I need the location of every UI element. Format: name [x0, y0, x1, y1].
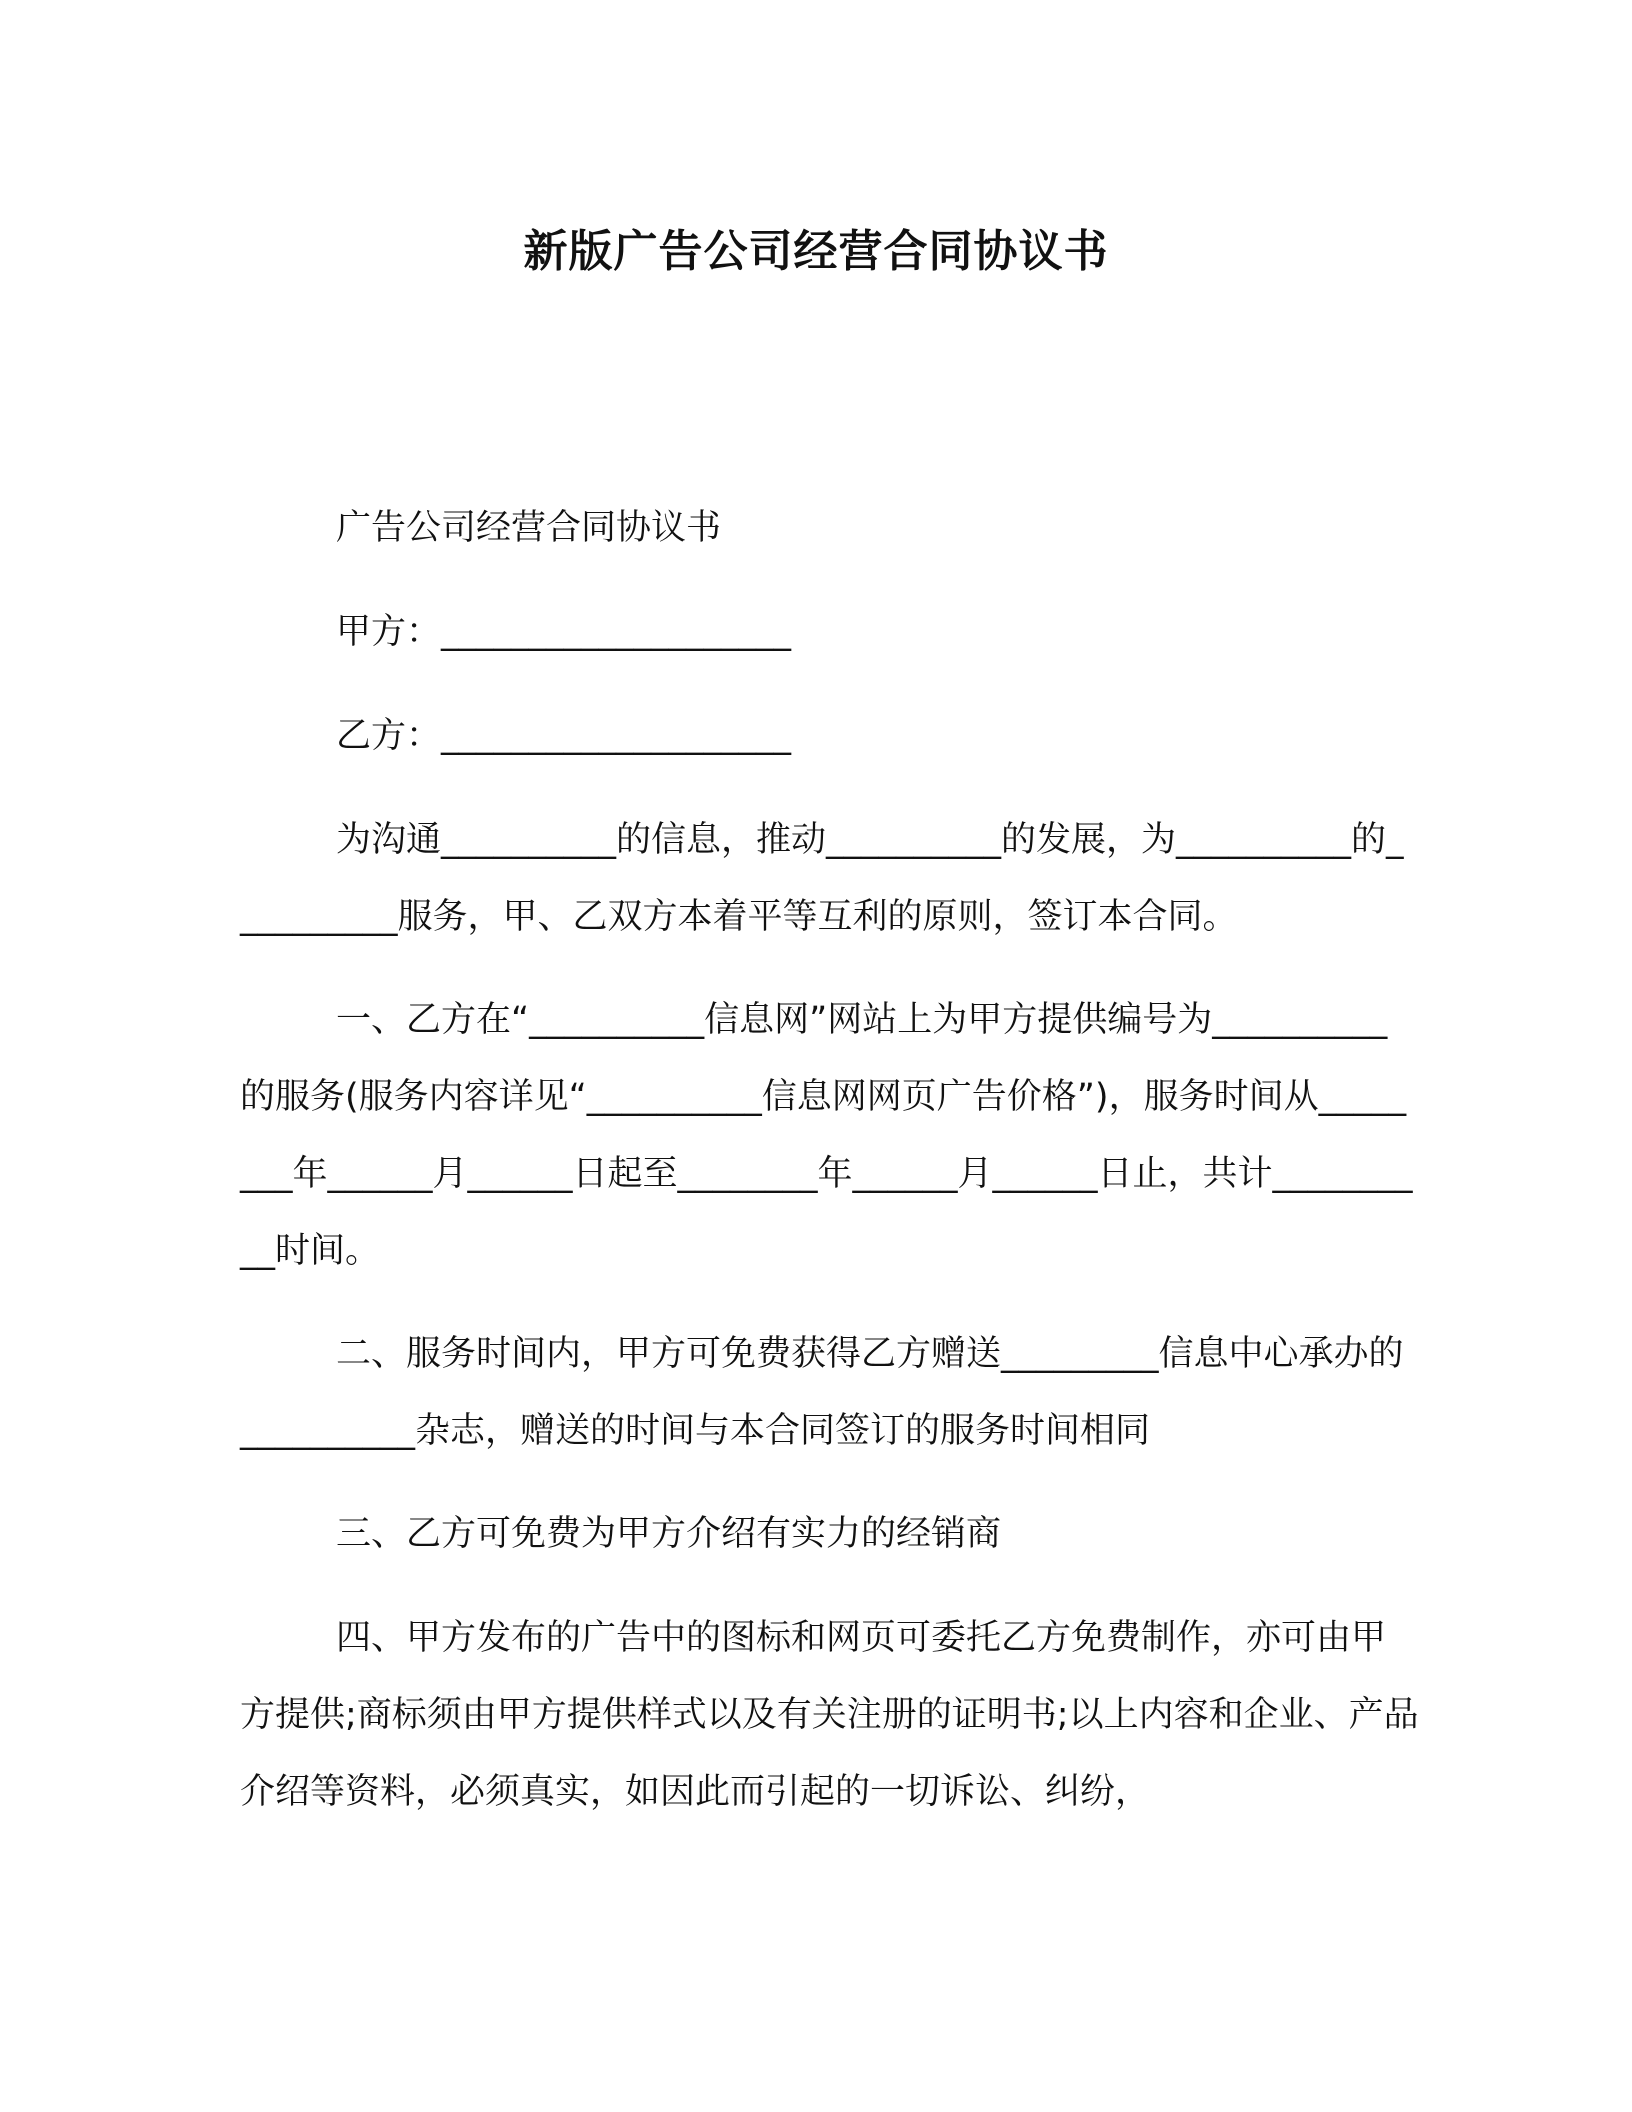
party-a-line: 甲方：____________________	[336, 612, 792, 652]
party-b-line: 乙方：____________________	[336, 716, 792, 756]
subtitle-paragraph: 广告公司经营合同协议书	[336, 508, 722, 548]
document-body	[240, 490, 1420, 1857]
clause-1-paragraph: 一、乙方在“__________信息网”网站上为甲方提供编号为__________的服务(服务内容详见“__________信息网网页广告价格”)，服务时间从________年______月______日起至________年______月______日止，共计__________时间。	[240, 1000, 1413, 1271]
preamble-paragraph: 为沟通__________的信息，推动__________的发展，为__________的__________服务，甲、乙双方本着平等互利的原则，签订本合同。	[240, 820, 1404, 937]
document-title: 新版广告公司经营合同协议书	[523, 226, 1109, 277]
clause-3-paragraph: 三、乙方可免费为甲方介绍有实力的经销商	[336, 1514, 1002, 1554]
clause-4-paragraph: 四、甲方发布的广告中的图标和网页可委托乙方免费制作，亦可由甲方提供;商标须由甲方提供样式以及有关注册的证明书;以上内容和企业、产品介绍等资料，必须真实，如因此而引起的一切诉讼、纠纷，	[240, 1618, 1419, 1812]
clause-2-paragraph: 二、服务时间内，甲方可免费获得乙方赠送_________信息中心承办的__________杂志，赠送的时间与本合同签订的服务时间相同	[240, 1334, 1404, 1451]
